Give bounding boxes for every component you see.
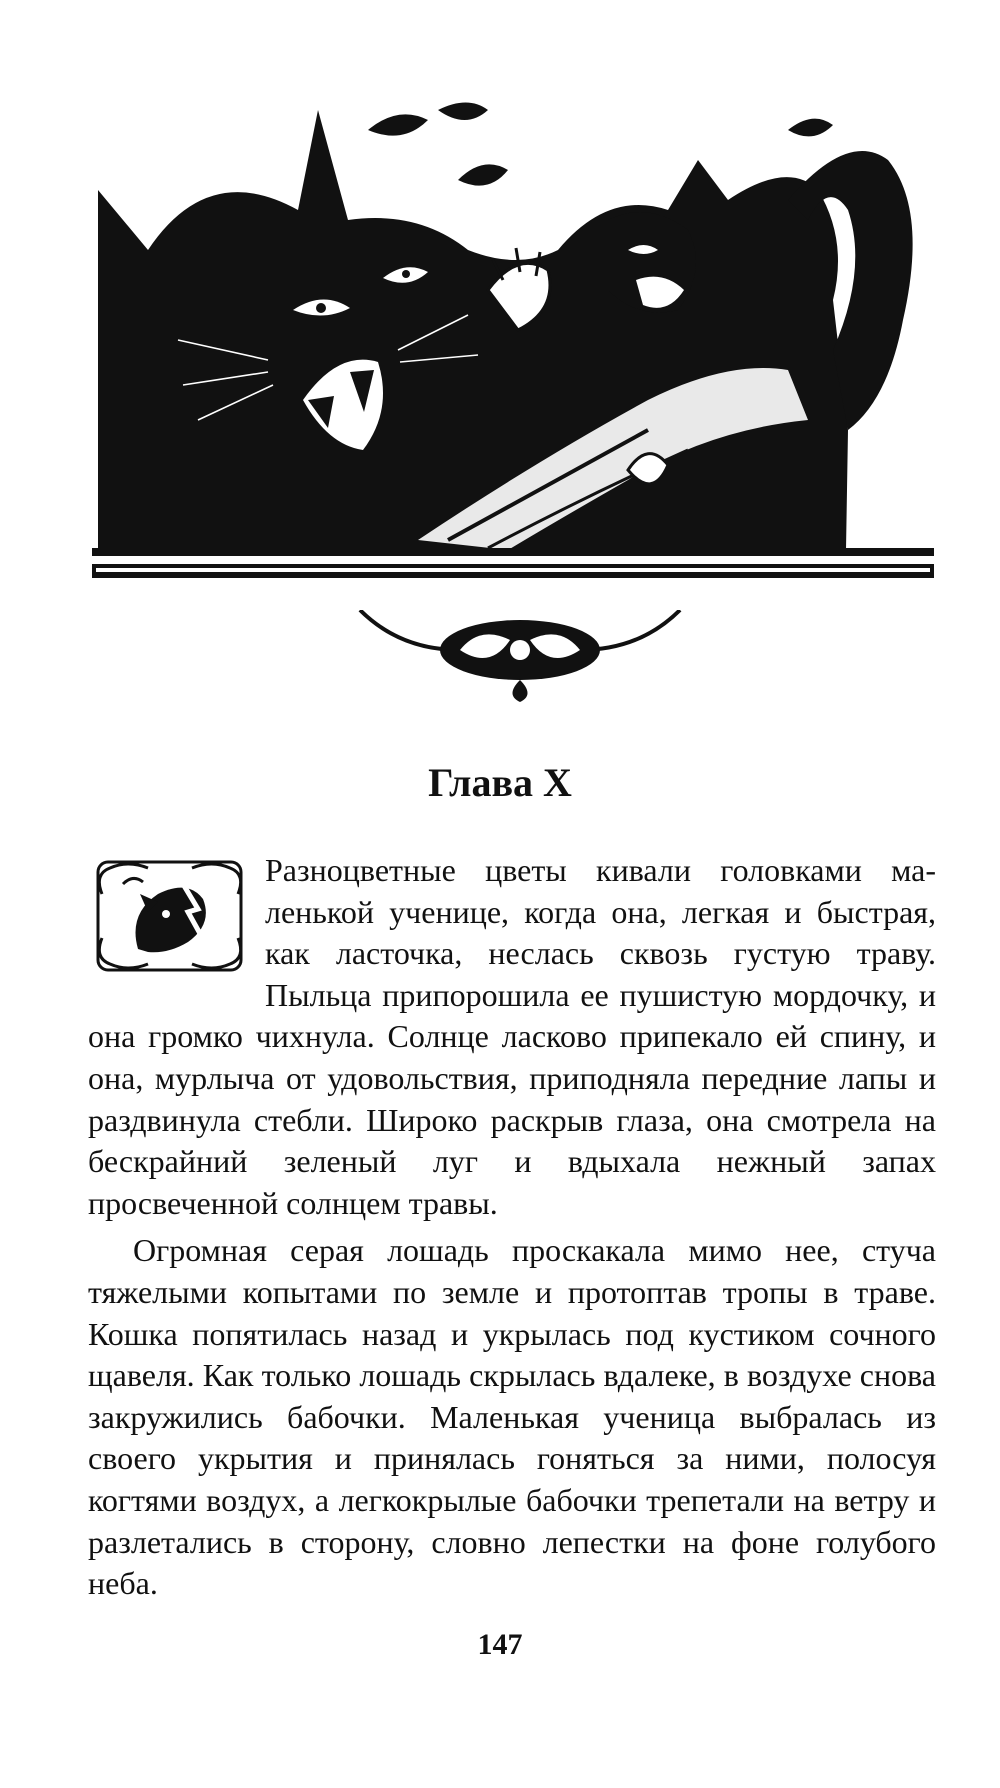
paragraph-1 bbox=[88, 850, 936, 1224]
chapter-illustration bbox=[88, 100, 938, 610]
ornamental-divider bbox=[100, 610, 940, 706]
chapter-title: Глава X bbox=[428, 760, 572, 805]
paragraph-2: Огромная серая лошадь проскакала мимо нее, стуча тяжелыми копытами по земле и протоптав тропы в траве. Кошка попятилась назад и укрылась под кустиком сочного щавеля. Как только лошадь скрылась вдалеке, в воздухе снова закружились бабочки. Маленькая ученица выбралась из своего укрытия и принялась гоняться за ними, полосуя когтями воздух, а легкокрылые бабочки трепетали на ветру и разлетались в сторону, словно лепестки на фоне голубого неба. bbox=[88, 1232, 936, 1602]
page-number: 147 bbox=[477, 1628, 523, 1661]
decorative-initial-cat-icon bbox=[88, 854, 251, 978]
paragraph-1-text: Разноцветные цветы кивали головками маленькой ученице, когда она, легкая и быстрая, как ласточка, неслась сквозь густую траву. Пыльца припорошила ее пушистую мордочку, и она громко чихнула. Солнце ласково припекало ей спину, и она, мурлыча от удовольствия, приподняла передние лапы и раздвинула стебли. Широко раскрыв глаза, она смотрела на бескрайний зеленый луг и вдыхала нежный запах просвеченной солнцем травы. bbox=[88, 852, 936, 1221]
chapter-text bbox=[88, 850, 936, 1605]
